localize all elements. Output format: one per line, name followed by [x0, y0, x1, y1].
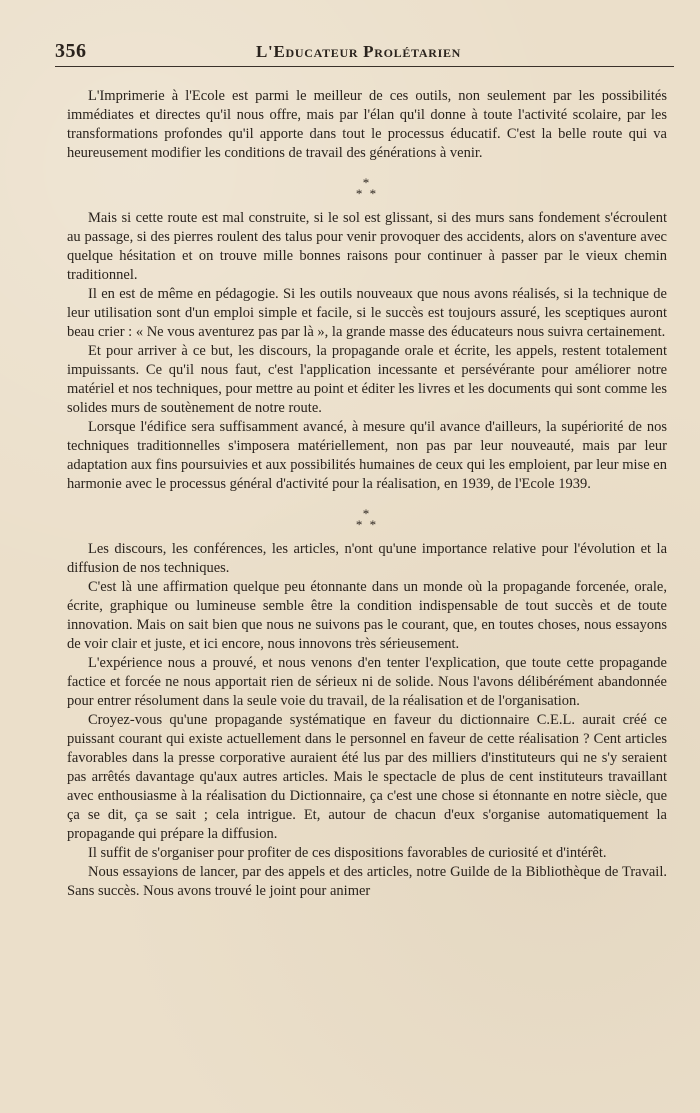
separator-stars: * *: [355, 517, 379, 532]
page-header: [55, 38, 674, 67]
separator-star: *: [362, 506, 372, 521]
paragraph: Il suffit de s'organiser pour profiter de ces dispositions favorables de curiosité et d'intérêt.: [88, 845, 607, 861]
paragraph: Les discours, les conférences, les articles, n'ont qu'une importance relative pour l'évolution et la diffusion de nos techniques.: [67, 541, 667, 576]
separator-stars: * *: [355, 186, 379, 201]
paragraph: L'expérience nous a prouvé, et nous venons d'en tenter l'explication, que toute cette propagande factice et forcée ne nous apportait rien de sérieux ni de solide. Nous l'avons délibérément abandonnée pour entrer résolument dans la seule voie du travail, de la réalisation et de l'organisation.: [67, 655, 667, 709]
section-separator: [67, 163, 667, 209]
paragraph: Lorsque l'édifice sera suffisamment avancé, à mesure qu'il avance d'ailleurs, la supériorité de nos techniques traditionnelles s'imposera matériellement, non pas par leur nouveauté, mais par leur adaptation aux fins poursuivies et aux possibilités humaines de ceux qui les emploient, par leur mise en harmonie avec le processus général d'activité pour la réalisation, en 1939, de l'Ecole 1939.: [67, 419, 667, 492]
page-number: 356: [55, 40, 87, 62]
section-separator: [67, 494, 667, 540]
separator-star: *: [362, 175, 372, 190]
paragraph: Croyez-vous qu'une propagande systématique en faveur du dictionnaire C.E.L. aurait créé ce puissant courant qui existe actuellement dans le personnel en faveur de cette réalisation ? Cent articles favorables dans la presse corporative auraient été lus par des milliers d'instituteurs qui ne s'y seraient pas arrêtés davantage qu'aux autres articles. Mais le spectacle de plus de cent instituteurs travaillant avec enthousiasme à la réalisation du Dictionnaire, ça c'est une chose si étonnante en notre siècle, que ça se dit, ça se sait ; cela intrigue. Et, autour de chacun d'eux s'organise automatiquement la propagande qui prépare la diffusion.: [67, 712, 667, 842]
paragraph: Mais si cette route est mal construite, si le sol est glissant, si des murs sans fondement s'écroulent au passage, si des pierres roulent des talus pour venir provoquer des accidents, alors on s'aventure avec quelque hésitation et on trouve mille bonnes raisons pour continuer à passer par le vieux chemin traditionnel.: [67, 210, 667, 283]
paragraph: C'est là une affirmation quelque peu étonnante dans un monde où la propagande forcenée, orale, écrite, graphique ou lumineuse semble être la condition indispensable de tout succès et de toute innovation. Mais on sait bien que nous ne suivons pas le courant, que, en toutes choses, nous essayons de voir clair et juste, et ici encore, nous innovons très sérieusement.: [67, 579, 667, 652]
article-body: [67, 87, 667, 901]
paragraph: L'Imprimerie à l'Ecole est parmi le meilleur de ces outils, non seulement par les possibilités immédiates et directes qu'il nous offre, mais par l'élan qu'il donne à toute l'activité scolaire, par les transformations profondes qu'il apporte dans tout le processus éducatif. C'est la belle route qui va heureusement modifier les conditions de travail des générations à venir.: [67, 88, 667, 161]
paragraph: Il en est de même en pédagogie. Si les outils nouveaux que nous avons réalisés, si la technique de leur utilisation sont d'un emploi simple et facile, si le succès est toujours assuré, les sceptiques auront beau crier : « Ne vous aventurez pas par là », la grande masse des éducateurs nous suivra certainement.: [67, 286, 667, 340]
paragraph: Nous essayions de lancer, par des appels et des articles, notre Guilde de la Bibliothèque de Travail. Sans succès. Nous avons trouvé le joint pour animer: [67, 864, 667, 899]
paragraph: Et pour arriver à ce but, les discours, la propagande orale et écrite, les appels, restent totalement impuissants. Ce qu'il nous faut, c'est l'application incessante et persévérante pour améliorer notre matériel et nos techniques, pour mettre au point et éditer les livres et les documents qui sont comme les solides murs de soutènement de notre route.: [67, 343, 667, 416]
journal-title: L'Educateur Prolétarien: [256, 42, 462, 61]
